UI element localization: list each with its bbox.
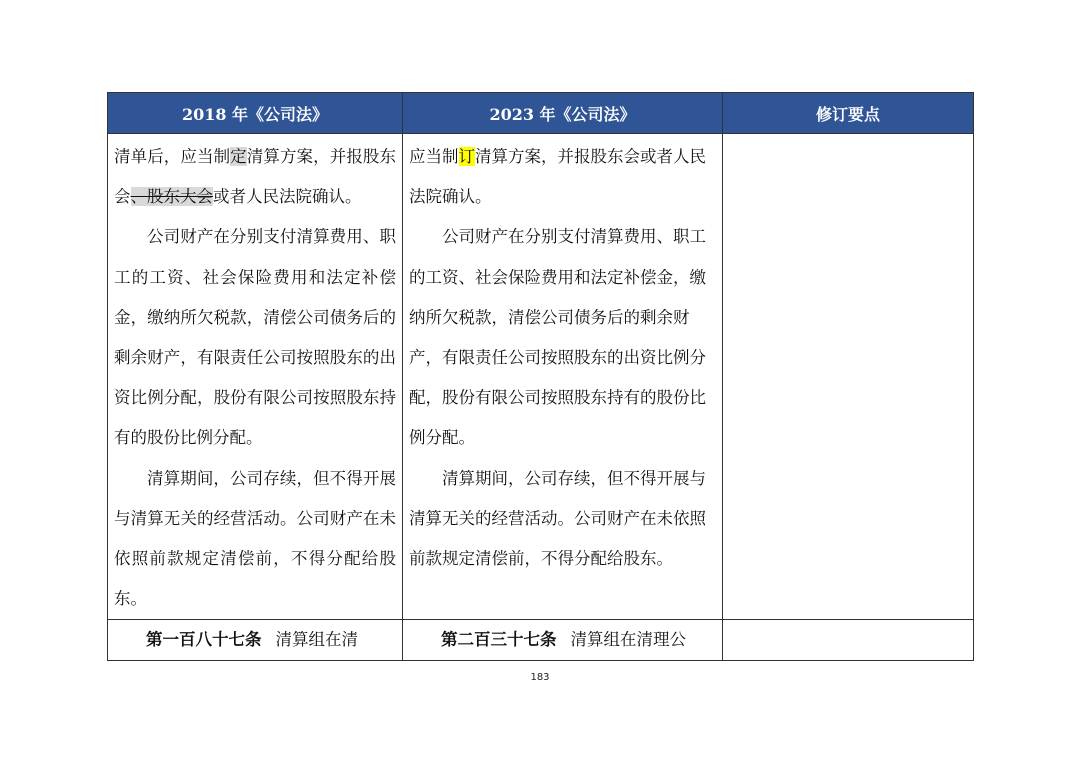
new-text-segment: 清算方案，并报股东会或者人民法院确认。 [409,147,706,207]
old-text-segment: 清算方案，并报股东会 [114,147,396,207]
header-revision-points: 修订要点 [723,93,974,134]
old-law-paragraph-1 [114,137,396,217]
new-article-cell [403,620,723,661]
new-law-paragraph-3: 清算期间，公司存续，但不得开展与清算无关的经营活动。公司财产在未依照前款规定清偿前，不得分配给股东。 [409,468,706,569]
table-row [108,134,974,620]
old-text-segment: 清单后，应当制 [114,147,231,166]
changed-char: 定 [230,147,247,166]
old-law-cell [108,134,403,620]
old-law-paragraph-2: 公司财产在分别支付清算费用、职工的工资、社会保险费用和法定补偿金，缴纳所欠税款，清偿公司债务后的剩余财产，有限责任公司按照股东的出资比例分配，股份有限公司按照股东持有的股份比例分配。 [114,227,396,448]
new-law-paragraph-1 [409,137,716,217]
article-notes-cell [723,620,974,661]
deleted-text: 、股东大会 [130,187,213,207]
old-article-title: 第一百八十七条 [146,630,262,650]
new-law-cell [403,134,723,620]
new-article-text: 清算组在清理公 [570,630,686,650]
old-article-cell [108,620,403,661]
header-row [108,93,974,134]
new-text-segment: 应当制 [409,147,459,166]
old-law-paragraph-3: 清算期间，公司存续，但不得开展与清算无关的经营活动。公司财产在未依照前款规定清偿前，不得分配给股东。 [114,468,396,609]
table-row [108,620,974,661]
header-2018-law: 2018 年《公司法》 [108,93,403,134]
highlighted-text: 订 [458,147,475,166]
revision-notes-cell [723,134,974,620]
header-2023-law: 2023 年《公司法》 [403,93,723,134]
new-article-title: 第二百三十七条 [441,630,557,650]
new-law-paragraph-2: 公司财产在分别支付清算费用、职工的工资、社会保险费用和法定补偿金，缴纳所欠税款，清偿公司债务后的剩余财产，有限责任公司按照股东的出资比例分配，股份有限公司按照股东持有的股份比例分配。 [409,227,706,448]
revision-notes-text [723,134,973,137]
comparison-table [107,92,974,661]
page-number: 183 [530,672,550,683]
old-article-text: 清算组在清 [275,630,358,650]
old-text-segment: 或者人民法院确认。 [213,187,362,207]
